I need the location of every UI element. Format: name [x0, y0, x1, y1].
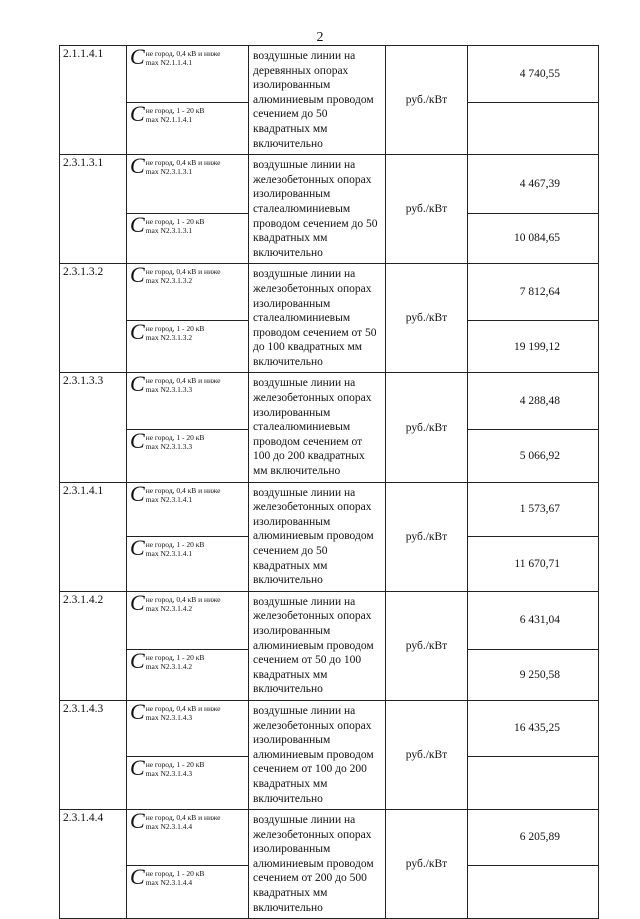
c-formula: [130, 44, 245, 69]
c-index: max N2.3.1.4.2: [145, 603, 193, 613]
row-code: 2.3.1.4.2: [60, 591, 127, 700]
c-symbol: C: [130, 863, 145, 889]
c-high-cell: [127, 102, 249, 154]
c-label: не город, 0,4 кВ и ниже: [145, 49, 221, 58]
c-formula: [130, 100, 245, 126]
c-formula: [130, 371, 245, 397]
table-row: [60, 482, 599, 537]
c-low-cell: [127, 264, 249, 321]
row-description: воздушные линии на железобетонных опорах изолированным алюминиевым проводом сечением от 50 до 100 квадратных мм включительно: [249, 591, 386, 700]
c-formula: [130, 698, 245, 724]
row-unit: руб./кВт: [386, 810, 468, 919]
value-high: 19 199,12: [468, 321, 599, 373]
value-low: 1 573,67: [468, 482, 599, 537]
c-symbol: C: [130, 44, 145, 69]
c-high-cell: [127, 756, 249, 809]
row-unit: руб./кВт: [386, 46, 468, 155]
value-high: 5 066,92: [468, 430, 599, 482]
value-high: 9 250,58: [468, 649, 599, 700]
value-low: 4 740,55: [468, 46, 599, 103]
c-index: max N2.3.1.4.1: [145, 494, 193, 504]
c-symbol: C: [130, 698, 145, 724]
value-low: 4 467,39: [468, 155, 599, 214]
value-low: 4 288,48: [468, 373, 599, 430]
c-symbol: C: [130, 480, 145, 506]
c-label: не город, 0,4 кВ и ниже: [145, 376, 221, 386]
table-row: [60, 700, 599, 756]
c-label: не город, 1 - 20 кВ: [145, 868, 205, 878]
c-low-cell: [127, 591, 249, 649]
table-row: [60, 264, 599, 321]
c-label: не город, 0,4 кВ и ниже: [145, 813, 221, 823]
c-symbol: C: [130, 589, 145, 615]
row-code: 2.3.1.3.3: [60, 373, 127, 482]
row-description: воздушные линии на деревянных опорах изолированным алюминиевым проводом сечением до 50 квадратных мм включительно: [249, 46, 386, 155]
c-label: не город, 0,4 кВ и ниже: [145, 594, 221, 604]
row-description: воздушные линии на железобетонных опорах изолированным алюминиевым проводом сечением от 200 до 500 квадратных мм включительно: [249, 810, 386, 919]
row-code: 2.3.1.3.2: [60, 264, 127, 373]
row-unit: руб./кВт: [386, 373, 468, 482]
c-index: max N2.3.1.3.3: [145, 442, 193, 452]
value-low: 6 431,04: [468, 591, 599, 649]
c-index: max N2.3.1.4.2: [145, 661, 193, 671]
c-formula: [130, 211, 245, 237]
c-label: не город, 1 - 20 кВ: [145, 216, 205, 226]
c-low-cell: [127, 46, 249, 103]
c-index: max N2.3.1.4.3: [145, 768, 193, 778]
table-row: [60, 591, 599, 649]
row-unit: руб./кВт: [386, 482, 468, 591]
c-formula: [130, 153, 245, 179]
c-symbol: C: [130, 100, 145, 126]
value-high: 10 084,65: [468, 213, 599, 264]
value-high: [468, 756, 599, 809]
c-label: не город, 1 - 20 кВ: [145, 540, 205, 550]
c-symbol: C: [130, 428, 145, 454]
value-low: 6 205,89: [468, 810, 599, 866]
row-code: 2.1.1.4.1: [60, 46, 127, 155]
c-symbol: C: [130, 754, 145, 780]
c-symbol: C: [130, 371, 145, 397]
c-symbol: C: [130, 808, 145, 834]
row-description: воздушные линии на железобетонных опорах изолированным сталеалюминиевым проводом сечением от 50 до 100 квадратных мм включительно: [249, 264, 386, 373]
c-low-cell: [127, 700, 249, 756]
c-label: не город, 1 - 20 кВ: [145, 324, 205, 334]
c-index: max N2.1.1.4.1: [145, 58, 193, 67]
c-label: не город, 1 - 20 кВ: [145, 105, 205, 115]
c-formula: [130, 589, 245, 615]
c-symbol: C: [130, 647, 145, 673]
c-symbol: C: [130, 535, 145, 561]
c-label: не город, 1 - 20 кВ: [145, 433, 205, 443]
table-row: [60, 46, 599, 103]
c-formula: [130, 319, 245, 345]
c-symbol: C: [130, 211, 145, 237]
value-low: 16 435,25: [468, 700, 599, 756]
c-formula: [130, 480, 245, 506]
c-symbol: C: [130, 153, 145, 179]
row-code: 2.3.1.3.1: [60, 155, 127, 264]
c-low-cell: [127, 155, 249, 214]
row-unit: руб./кВт: [386, 155, 468, 264]
row-description: воздушные линии на железобетонных опорах изолированным алюминиевым проводом сечением до 50 квадратных мм включительно: [249, 482, 386, 591]
c-index: max N2.3.1.4.4: [145, 822, 193, 832]
page-number: 2: [316, 30, 324, 45]
c-index: max N2.3.1.4.4: [145, 877, 193, 887]
table-row: [60, 810, 599, 866]
c-high-cell: [127, 430, 249, 482]
value-high: 11 670,71: [468, 537, 599, 592]
c-symbol: C: [130, 262, 145, 288]
c-low-cell: [127, 810, 249, 866]
c-index: max N2.3.1.3.2: [145, 276, 193, 286]
row-code: 2.3.1.4.1: [60, 482, 127, 591]
c-high-cell: [127, 649, 249, 700]
c-symbol: C: [130, 319, 145, 345]
c-index: max N2.3.1.4.1: [145, 549, 193, 559]
row-unit: руб./кВт: [386, 700, 468, 809]
row-description: воздушные линии на железобетонных опорах изолированным сталеалюминиевым проводом сечением от 100 до 200 квадратных мм включительно: [249, 373, 386, 482]
table-row: [60, 373, 599, 430]
c-label: не город, 0,4 кВ и ниже: [145, 703, 221, 713]
c-formula: [130, 262, 245, 288]
row-code: 2.3.1.4.4: [60, 810, 127, 919]
c-formula: [130, 863, 245, 889]
c-label: не город, 1 - 20 кВ: [145, 759, 205, 769]
c-index: max N2.3.1.3.3: [145, 385, 193, 395]
c-index: max N2.1.1.4.1: [145, 114, 193, 124]
c-formula: [130, 428, 245, 454]
c-low-cell: [127, 373, 249, 430]
c-high-cell: [127, 213, 249, 264]
row-description: воздушные линии на железобетонных опорах изолированным алюминиевым проводом сечением от 100 до 200 квадратных мм включительно: [249, 700, 386, 809]
tariff-table: [59, 45, 599, 919]
c-label: не город, 0,4 кВ и ниже: [145, 158, 221, 168]
c-high-cell: [127, 321, 249, 373]
value-high: [468, 865, 599, 918]
table-row: [60, 155, 599, 214]
c-label: не город, 0,4 кВ и ниже: [145, 267, 221, 277]
c-formula: [130, 535, 245, 561]
row-unit: руб./кВт: [386, 591, 468, 700]
c-formula: [130, 754, 245, 780]
value-low: 7 812,64: [468, 264, 599, 321]
c-formula: [130, 647, 245, 673]
c-low-cell: [127, 482, 249, 537]
c-label: не город, 1 - 20 кВ: [145, 652, 205, 662]
c-high-cell: [127, 865, 249, 918]
row-description: воздушные линии на железобетонных опорах изолированным сталеалюминиевым проводом сечением до 50 квадратных мм включительно: [249, 155, 386, 264]
c-label: не город, 0,4 кВ и ниже: [145, 485, 221, 495]
row-unit: руб./кВт: [386, 264, 468, 373]
c-index: max N2.3.1.3.1: [145, 167, 193, 177]
c-high-cell: [127, 537, 249, 592]
c-formula: [130, 808, 245, 834]
c-index: max N2.3.1.3.1: [145, 225, 193, 235]
c-index: max N2.3.1.4.3: [145, 712, 193, 722]
row-code: 2.3.1.4.3: [60, 700, 127, 809]
c-index: max N2.3.1.3.2: [145, 333, 193, 343]
value-high: [468, 102, 599, 154]
